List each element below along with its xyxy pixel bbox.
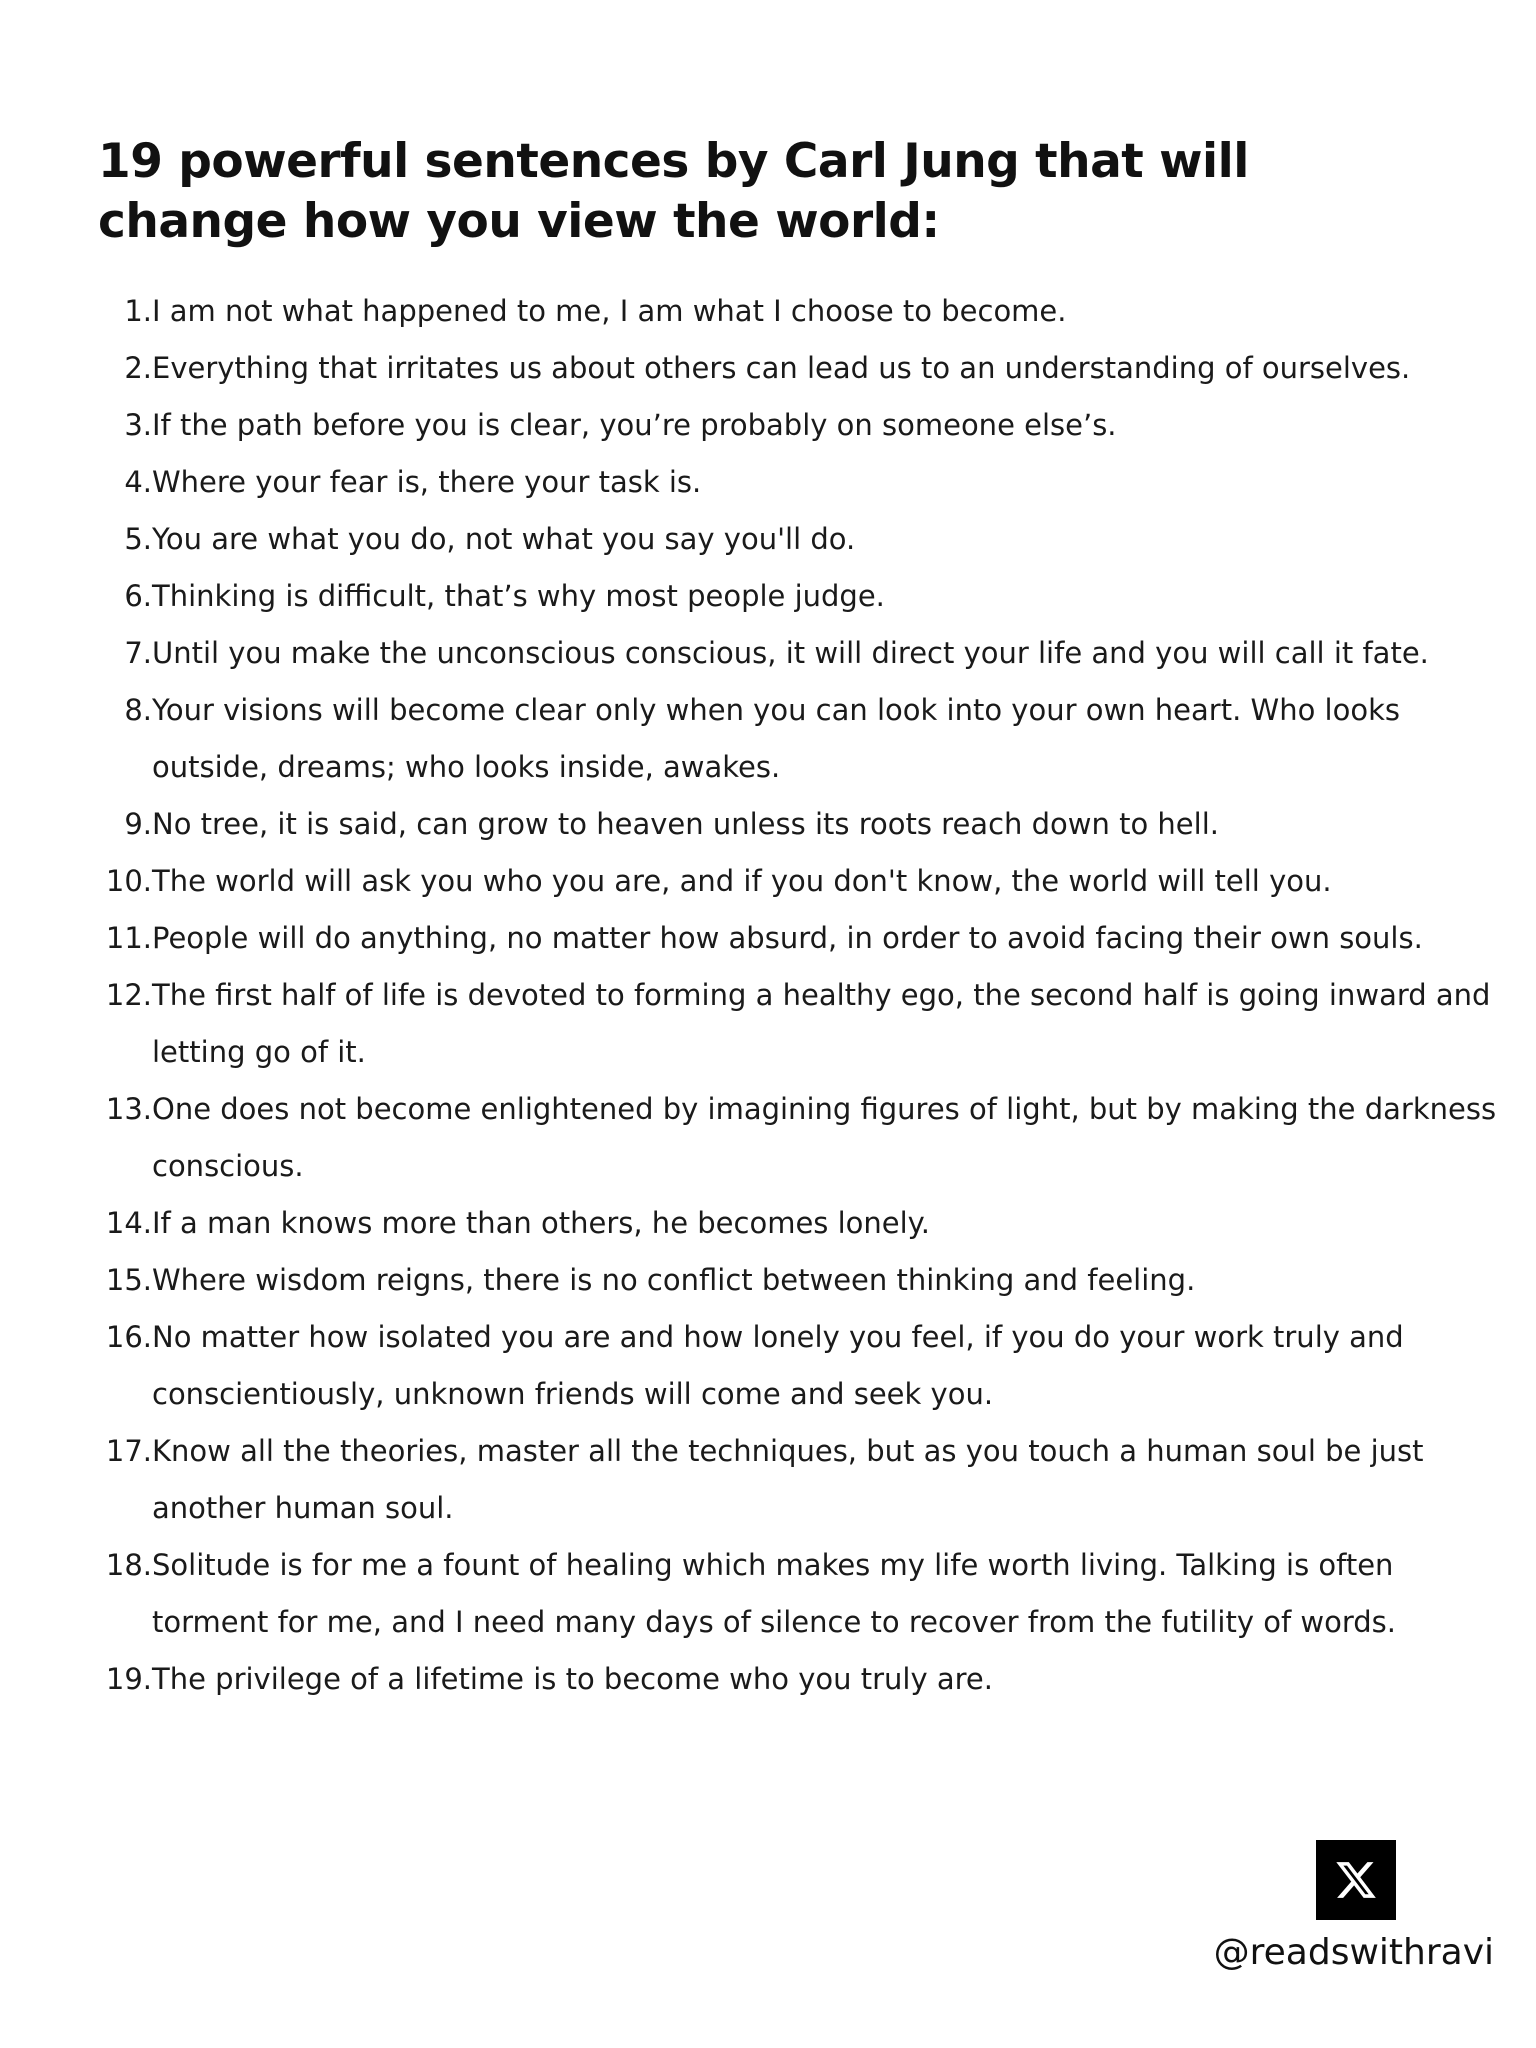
quote-text: If the path before you is clear, you’re probably on someone else’s. xyxy=(152,408,1117,442)
quote-number: 1. xyxy=(124,294,152,328)
quote-text: The first half of life is devoted to forming a healthy ego, the second half is going inward and letting go of it. xyxy=(152,978,1491,1069)
list-item xyxy=(98,1195,1518,1252)
quote-text: Solitude is for me a fount of healing which makes my life worth living. Talking is often torment for me, and I need many days of silence to recover from the futility of words. xyxy=(152,1548,1396,1639)
list-item xyxy=(98,625,1518,682)
quote-number: 5. xyxy=(124,522,152,556)
list-item xyxy=(98,397,1518,454)
quote-text: One does not become enlightened by imagining figures of light, but by making the darkness conscious. xyxy=(152,1092,1497,1183)
list-item xyxy=(98,1651,1518,1708)
quote-number: 3. xyxy=(124,408,152,442)
quote-text: No tree, it is said, can grow to heaven unless its roots reach down to hell. xyxy=(152,807,1219,841)
quote-text: Thinking is difficult, that’s why most people judge. xyxy=(152,579,885,613)
list-item xyxy=(98,967,1518,1081)
quote-text: I am not what happened to me, I am what I choose to become. xyxy=(152,294,1067,328)
quote-text: The world will ask you who you are, and if you don't know, the world will tell you. xyxy=(152,864,1332,898)
quote-text: Everything that irritates us about others can lead us to an understanding of ourselves. xyxy=(152,351,1411,385)
list-item xyxy=(98,511,1518,568)
quote-text: Know all the theories, master all the techniques, but as you touch a human soul be just another human soul. xyxy=(152,1434,1424,1525)
quote-number: 17. xyxy=(105,1434,152,1468)
list-item xyxy=(98,1423,1518,1537)
x-logo-icon xyxy=(1316,1840,1396,1920)
quote-number: 16. xyxy=(105,1320,152,1354)
author-handle: @readswithravi xyxy=(1213,1932,1494,1973)
quote-text: Until you make the unconscious conscious, it will direct your life and you will call it fate. xyxy=(152,636,1429,670)
quote-text: Where wisdom reigns, there is no conflict between thinking and feeling. xyxy=(152,1263,1196,1297)
quote-number: 9. xyxy=(124,807,152,841)
quote-list xyxy=(98,283,1518,1708)
list-item xyxy=(98,1309,1518,1423)
list-item xyxy=(98,1252,1518,1309)
quote-number: 7. xyxy=(124,636,152,670)
quote-number: 10. xyxy=(105,864,152,898)
list-item xyxy=(98,1081,1518,1195)
list-item xyxy=(98,1537,1518,1651)
quote-number: 12. xyxy=(105,978,152,1012)
quote-number: 6. xyxy=(124,579,152,613)
quote-number: 15. xyxy=(105,1263,152,1297)
quote-number: 19. xyxy=(105,1662,152,1696)
quote-text: People will do anything, no matter how absurd, in order to avoid facing their own souls. xyxy=(152,921,1423,955)
list-item xyxy=(98,283,1518,340)
list-item xyxy=(98,796,1518,853)
quote-number: 14. xyxy=(105,1206,152,1240)
quote-text: No matter how isolated you are and how lonely you feel, if you do your work truly and conscientiously, unknown friends will come and seek you. xyxy=(152,1320,1404,1411)
list-item xyxy=(98,910,1518,967)
list-item xyxy=(98,568,1518,625)
quote-number: 2. xyxy=(124,351,152,385)
list-item xyxy=(98,682,1518,796)
quote-number: 13. xyxy=(105,1092,152,1126)
quote-text: Your visions will become clear only when you can look into your own heart. Who looks outside, dreams; who looks inside, awakes. xyxy=(152,693,1400,784)
quote-number: 11. xyxy=(105,921,152,955)
page-title: 19 powerful sentences by Carl Jung that will change how you view the world: xyxy=(98,134,1249,249)
quote-number: 18. xyxy=(105,1548,152,1582)
quote-number: 8. xyxy=(124,693,152,727)
list-item xyxy=(98,454,1518,511)
quote-text: You are what you do, not what you say you'll do. xyxy=(152,522,856,556)
quote-text: The privilege of a lifetime is to become who you truly are. xyxy=(152,1662,993,1696)
quote-text: Where your fear is, there your task is. xyxy=(152,465,702,499)
list-item xyxy=(98,853,1518,910)
list-item xyxy=(98,340,1518,397)
quote-text: If a man knows more than others, he becomes lonely. xyxy=(152,1206,930,1240)
quote-number: 4. xyxy=(124,465,152,499)
